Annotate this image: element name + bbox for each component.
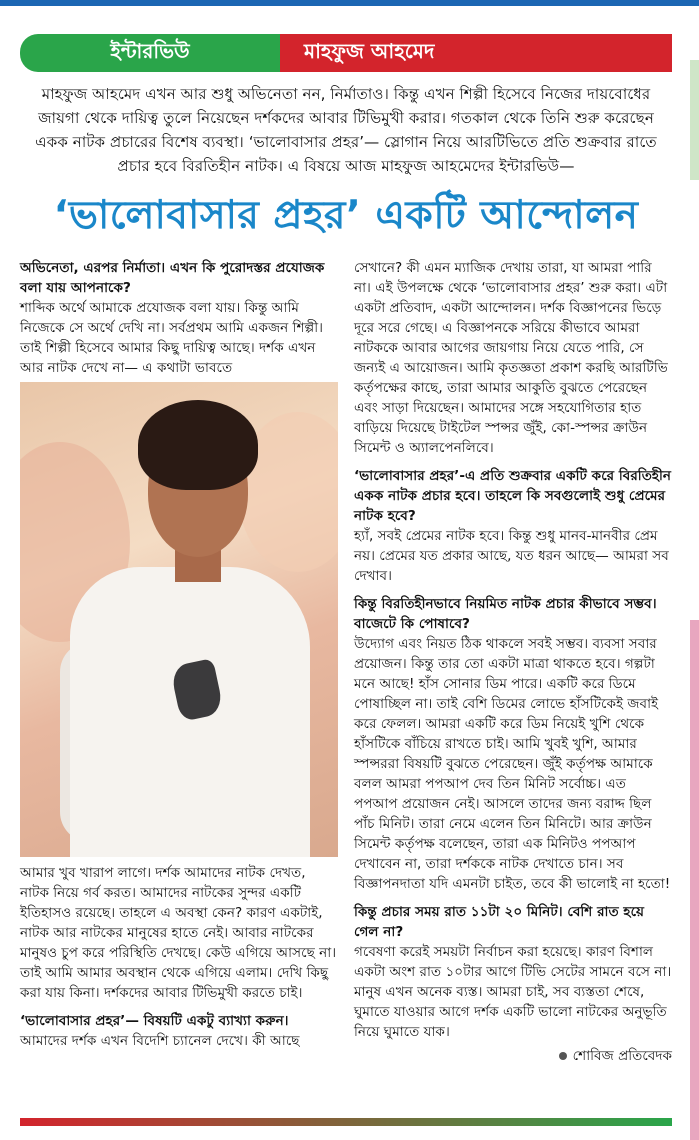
question-4: কিন্তু বিরতিহীনভাবে নিয়মিত নাটক প্রচার কীভাবে সম্ভব। বাজেটে কি পোষাবে? (354, 596, 657, 632)
person-tag: মাহফুজ আহমেদ (280, 34, 672, 72)
intro-paragraph: মাহফুজ আহমেদ এখন আর শুধু অভিনেতা নন, নির্মাতাও। কিন্তু এখন শিল্পী হিসেবে নিজের দায়বোধের জায়গা থেকে দায়িত্ব তুলে নিয়েছেন দর্শকদের আবার টিভিমুখী করার। গতকাল থেকে তিনি শুরু করেছেন একক নাটক প্রচারের বিশেষ ব্যবস্থা। ‘ভালোবাসার প্রহর’— স্লোগান নিয়ে আরটিভিতে প্রতি শুক্রবার রাতে প্রচার হবে বিরতিহীন নাটক। এ বিষয়ে আজ মাহফুজ আহমেদের ইন্টারভিউ— (35, 85, 657, 175)
top-border (0, 0, 699, 6)
headline: ‘ভালোবাসার প্রহর’ একটি আন্দোলন (53, 193, 639, 238)
byline (354, 1046, 672, 1066)
answer-1: শাব্দিক অর্থে আমাকে প্রযোজক বলা যায়। কিন্তু আমি নিজেকে সে অর্থে দেখি না। সর্বপ্রথম আমি একজন শিল্পী। তাই শিল্পী হিসেবে আমার কিছু দায়িত্ব আছে। দর্শক এখন আর নাটক দেখে না— এ কথাটা ভাবতে (20, 300, 323, 376)
portrait-photo (20, 382, 338, 857)
bottom-color-bar (20, 1118, 672, 1126)
question-5: কিন্তু প্রচার সময় রাত ১১টা ২০ মিনিট। বেশি রাত হয়ে গেল না? (354, 904, 645, 940)
article (20, 34, 672, 242)
question-2: ‘ভালোবাসার প্রহর’— বিষয়টি একটু ব্যাখ্যা করুন। (20, 1013, 289, 1029)
article-columns (20, 258, 672, 1098)
left-column (20, 258, 338, 1059)
question-1: অভিনেতা, এরপর নির্মাতা। এখন কি পুরোদস্তর প্রযোজক বলা যায় আপনাকে? (20, 260, 325, 296)
answer-2-continued: সেখানে? কী এমন ম্যাজিক দেখায় তারা, যা আমরা পারি না। এই উপলক্ষে থেকে ‘ভালোবাসার প্রহর’ শুরু করা। এটা একটা প্রতিবাদ, একটা আন্দোলন। দর্শক বিজ্ঞাপনের ভিড়ে দূরে সরে গেছে। এ বিজ্ঞাপনকে সরিয়ে কীভাবে আমরা নাটককে আবার আগের জায়গায় নিয়ে যেতে পারি, সে জন্যই এ আয়োজন। আমি কৃতজ্ঞতা প্রকাশ করছি আরটিভি কর্তৃপক্ষের কাছে, তারা আমার আকুতি বুঝতে পেরেছেন এবং সাড়া দিয়েছেন। আমাদের সঙ্গে সহযোগিতার হাত বাড়িয়ে দিয়েছে টাইটেল স্পন্সর জুঁই, কো-স্পন্সর ক্রাউন সিমেন্ট ও অ্যালপেনলিবে। (354, 260, 668, 456)
answer-5: গবেষণা করেই সময়টা নির্বাচন করা হয়েছে। কারণ বিশাল একটা অংশ রাত ১০টার আগে টিভি সেটের সামনে বসে না। মানুষ এখন অনেক ব্যস্ত। আমরা চাই, সব ব্যস্ততা শেষে, ঘুমাতে যাওয়ার আগে দর্শক একটি ভালো নাটকের অনুভূতি নিয়ে ঘুমাতে যাক। (354, 944, 672, 1040)
answer-2: আমাদের দর্শক এখন বিদেশি চ্যানেল দেখে। কী আছে (20, 1033, 300, 1049)
answer-4: উদ্যোগ এবং নিয়ত ঠিক থাকলে সবই সম্ভব। ব্যবসা সবার প্রয়োজন। কিন্তু তার তো একটা মাত্রা থাকতে হবে। গল্পটা মনে আছে! হাঁস সোনার ডিম পারে। একটি করে ডিমে পোষাচ্ছিল না। তাই বেশি ডিমের লোভে হাঁসটিকেই জবাই করে ফেলল। আমরা একটি করে ডিম নিয়েই খুশি থেকে হাঁসটিকে বাঁচিয়ে রাখতে চাই। আমি খুবই খুশি, আমার স্পন্সররা বিষয়টি বুঝতে পেরেছেন। জুঁই কর্তৃপক্ষ আমাকে বলল আমরা পপআপ দেব তিন মিনিট সর্বোচ্চ। এত পপআপ প্রয়োজন নেই। আসলে তাদের জন্য বরাদ্দ ছিল পাঁচ মিনিট। তারা নেমে এলেন তিন মিনিটে। আর ক্রাউন সিমেন্ট কর্তৃপক্ষ বলেছেন, তারা এক মিনিটও পপআপ দেখাবেন না, তারা দর্শককে নাটক দেখাতে চান। সব বিজ্ঞাপনদাতা যদি এমনটা চাইত, তবে কী ভালোই না হতো! (354, 636, 671, 892)
byline-text: শোবিজ প্রতিবেদক (572, 1048, 672, 1064)
question-3: ‘ভালোবাসার প্রহর’-এ প্রতি শুক্রবার একটি করে বিরতিহীন একক নাটক প্রচার হবে। তাহলে কি সবগুলোই শুধু প্রেমের নাটক হবে? (354, 468, 672, 524)
answer-1-continued: আমার খুব খারাপ লাগে। দর্শক আমাদের নাটক দেখত, নাটক নিয়ে গর্ব করত। আমাদের নাটকের সুন্দর একটি ইতিহাসও রয়েছে। তাহলে এ অবস্থা কেন? কারণ একটাই, নাটক আর নাটকের মানুষের হাতে নেই। আবার নাটকের মানুষও চুপ করে পরিস্থিতি দেখছে। কেউ এগিয়ে আসছে না। তাই আমি আমার অবস্থান থেকে এগিয়ে এলাম। দেখি কিছু করা যায় কিনা। দর্শকদের আবার টিভিমুখী করতে চাই। (20, 865, 337, 1001)
bullet-dot-icon (559, 1052, 567, 1060)
section-tag: ইন্টারভিউ (20, 34, 280, 72)
section-banner (20, 34, 672, 72)
adjacent-column-edge (684, 30, 699, 1120)
answer-3: হ্যাঁ, সবই প্রেমের নাটক হবে। কিন্তু শুধু মানব-মানবীর প্রেম নয়। প্রেমের যত প্রকার আছে, যত ধরন আছে— আমরা সব দেখাব। (354, 528, 669, 584)
adjacent-ad-edge (690, 620, 699, 1140)
adjacent-image-edge (690, 60, 699, 180)
right-column (354, 258, 672, 1066)
